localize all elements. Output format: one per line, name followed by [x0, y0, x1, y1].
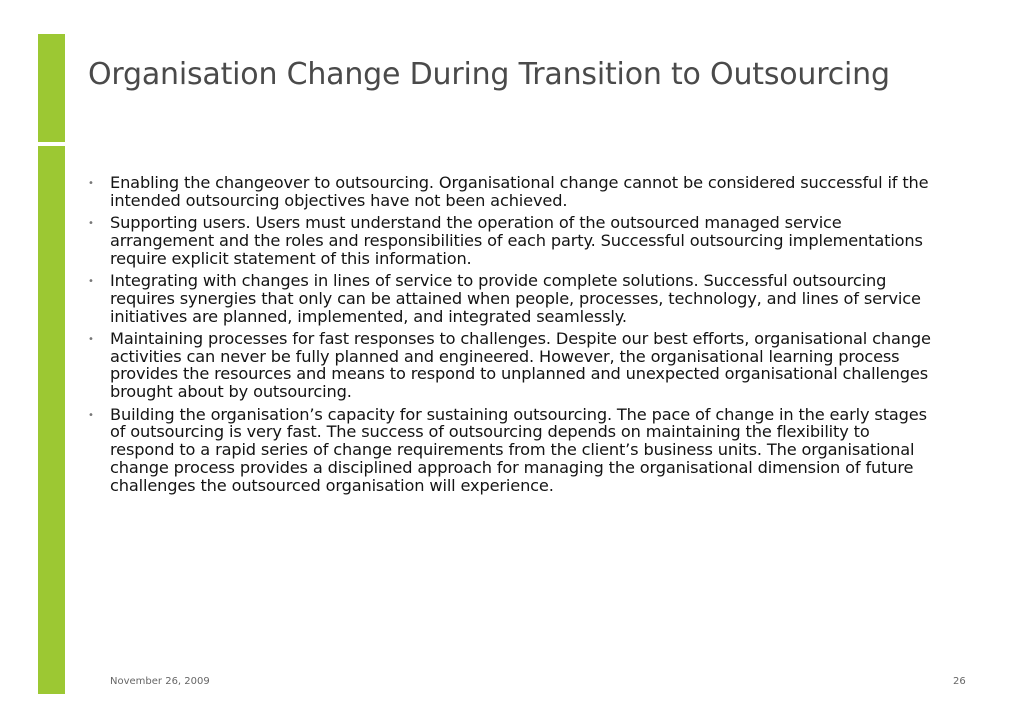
bullet-marker-icon: • [88, 178, 94, 189]
bullet-item [88, 174, 938, 210]
bullet-marker-icon: • [88, 409, 94, 421]
bullet-item [88, 272, 938, 325]
bullet-item [88, 330, 938, 401]
bullet-text: Enabling the changeover to outsourcing. Organisational change cannot be considered successful if the intended outsourcing objectives have not been achieved. [110, 173, 929, 210]
bullet-marker-icon: • [88, 218, 94, 230]
footer-date: November 26, 2009 [110, 676, 210, 687]
bullet-text: Supporting users. Users must understand the operation of the outsourced managed service arrangement and the roles and responsibilities of each party. Successful outsourcing implementations require explicit statement of this information. [110, 213, 923, 268]
bullet-item [88, 406, 938, 495]
bullet-marker-icon: • [88, 333, 94, 345]
accent-bar-bottom [38, 146, 65, 694]
bullet-list [88, 174, 938, 499]
bullet-text: Integrating with changes in lines of service to provide complete solutions. Successful outsourcing requires synergies that only can be attained when people, processes, technology, and lines of service initiatives are planned, implemented, and integrated seamlessly. [110, 270, 921, 326]
bullet-marker-icon: • [88, 275, 94, 287]
accent-bar-top [38, 34, 65, 142]
bullet-text: Maintaining processes for fast responses to challenges. Despite our best efforts, organisational change activities can never be fully planned and engineered. However, the organisational learning process provides the resources and means to respond to unplanned and unexpected organisational challenges brought about by outsourcing. [110, 328, 931, 402]
bullet-item [88, 214, 938, 267]
slide-title: Organisation Change During Transition to Outsourcing [88, 57, 890, 92]
bullet-text: Building the organisation’s capacity for sustaining outsourcing. The pace of change in the early stages of outsourcing is very fast. The success of outsourcing depends on maintaining the flexibility to respond to a rapid series of change requirements from the client’s business units. The organisational change process provides a disciplined approach for managing the organisational dimension of future challenges the outsourced organisation will experience. [110, 404, 927, 495]
page-number: 26 [953, 676, 966, 687]
